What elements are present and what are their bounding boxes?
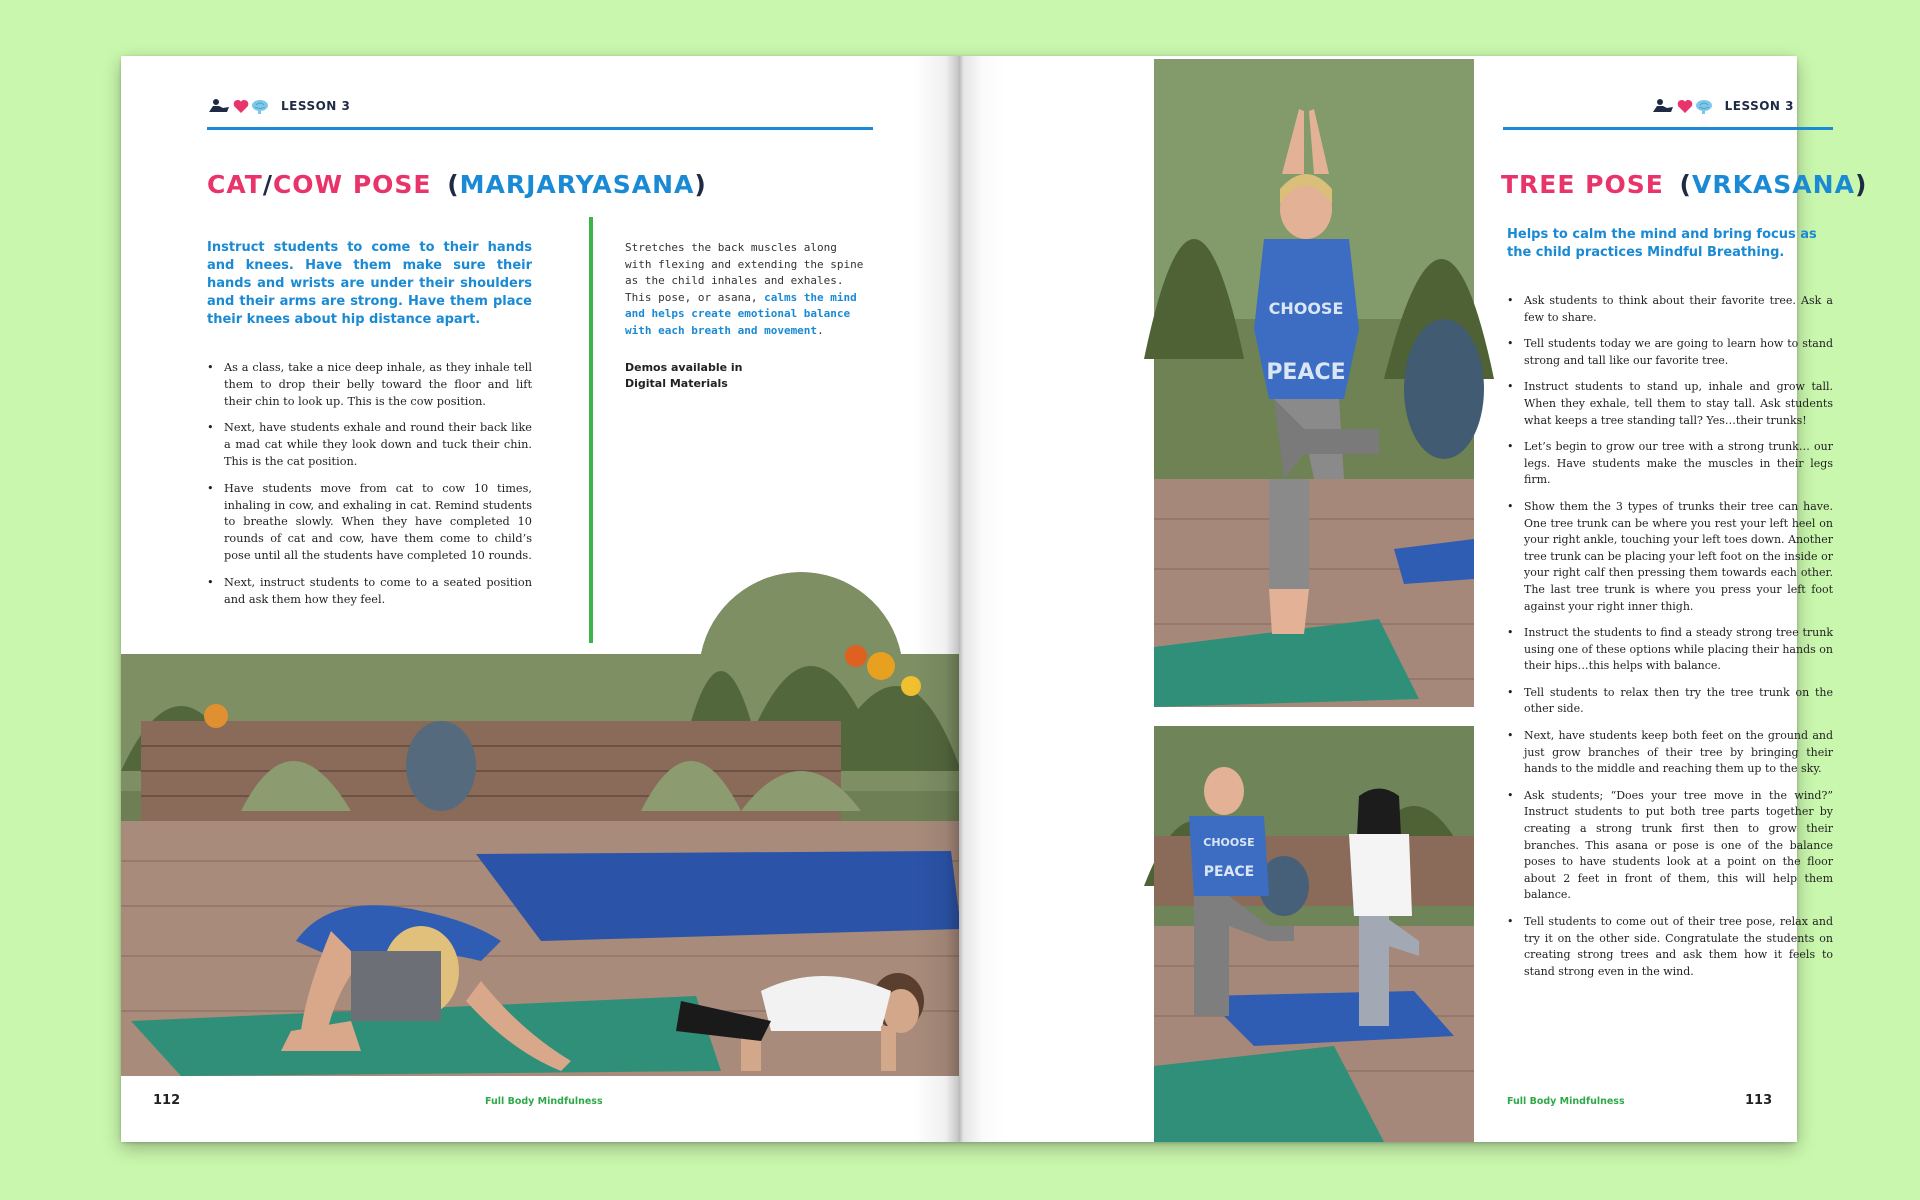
step-item: • Tell students to come out of their tree pose, relax and try it on the other side. Congratulate the students on creating strong trees and ask them how it feels to stand strong even in the wind. — [1507, 914, 1833, 980]
shirt-print: PEACE — [1203, 864, 1255, 880]
title-paren-open: ( — [447, 170, 460, 199]
book-title-right: Full Body Mindfulness — [1507, 1096, 1625, 1107]
right-page — [959, 56, 1868, 1142]
step-item: • As a class, take a nice deep inhale, as they inhale tell them to drop their belly toward the floor and lift their chin to look up. This is the cow position. — [207, 360, 532, 410]
benefit-text-plain: Stretches the back muscles along with flexing and extending the spine as the child inhales and exhales. This pose, or asana, — [625, 241, 864, 304]
page-title — [207, 170, 707, 199]
page-number-left: 112 — [153, 1093, 181, 1108]
title-slash: / — [262, 170, 273, 199]
heart-icon — [233, 99, 249, 114]
lesson-icons — [1651, 98, 1713, 114]
photo-tree-pose-pair — [1154, 726, 1474, 1142]
title-sanskrit: VRKASANA — [1691, 170, 1855, 199]
lesson-label: LESSON 3 — [1724, 99, 1794, 113]
intro-text: Instruct students to come to their hands and knees. Have them make sure their hands and wrists are under their shoulders and their arms are strong. Have them place their knees about hip distance apart. — [207, 240, 532, 327]
header-rule — [207, 127, 873, 130]
cat-cow-illustration — [121, 561, 961, 1076]
title-paren-close: ) — [694, 170, 707, 199]
heart-icon — [1677, 99, 1693, 114]
step-item: • Instruct students to stand up, inhale and grow tall. When they exhale, tell them to stay tall. Ask students what keeps a tree standing tall? Yes…their trunks! — [1507, 379, 1833, 429]
step-item: • Ask students; “Does your tree move in the wind?” Instruct students to put both tree parts together by creating a strong trunk first then to grow their branches. This asana or pose is one of the balance poses to have students look at a point on the floor about 2 feet in front of them, this will help them balance. — [1507, 788, 1833, 904]
intro-text: Helps to calm the mind and bring focus as the child practices Mindful Breathing. — [1507, 227, 1817, 260]
step-item: • Next, have students keep both feet on the ground and just grow branches of their tree by bringing their hands to the middle and reaching them up to the sky. — [1507, 728, 1833, 778]
step-item: • Tell students today we are going to learn how to stand strong and tall like our favorite tree. — [1507, 336, 1833, 369]
title-part-cat: CAT — [207, 170, 263, 199]
step-item: • Show them the 3 types of trunks their tree can have. One tree trunk can be where you rest your left heel on your right ankle, touching your left toes down. Another tree trunk can be placing your left foot on the inside or your right calf then pressing them towards each other. The last tree trunk is where you press your left foot against your right inner thigh. — [1507, 499, 1833, 615]
lesson-icons — [207, 98, 269, 114]
header-rule — [1503, 127, 1833, 130]
steps-list — [1507, 293, 1833, 990]
lesson-header — [207, 98, 350, 114]
book-title-left: Full Body Mindfulness — [485, 1096, 603, 1107]
step-item: • Have students move from cat to cow 10 times, inhaling in cow, and exhaling in cat. Remind students to breathe slowly. When they have completed 10 rounds of cat and cow, have them come to child’s pose until all the students have completed 10 rounds. — [207, 481, 532, 565]
tree-pose-pair-illustration — [1154, 726, 1474, 1142]
step-item: • Next, have students exhale and round their back like a mad cat while they look down and tuck their chin. This is the cat position. — [207, 420, 532, 470]
left-page — [121, 56, 959, 1142]
title-part-cow: COW POSE — [272, 170, 432, 199]
demos-note: Demos available in Digital Materials — [625, 361, 743, 390]
photo-tree-pose-single — [1154, 59, 1474, 707]
brain-icon — [251, 99, 269, 114]
shirt-print: CHOOSE — [1268, 299, 1344, 318]
benefit-text-end: . — [817, 323, 824, 337]
step-item: • Instruct the students to find a steady strong tree trunk using one of these options while placing their hands on their hips…this helps with balance. — [1507, 625, 1833, 675]
title-part-tree: TREE POSE — [1501, 170, 1664, 199]
tree-pose-single-illustration — [1154, 59, 1474, 707]
photo-cat-cow-pose — [121, 561, 961, 1076]
shirt-print: PEACE — [1266, 360, 1346, 385]
step-item: • Ask students to think about their favorite tree. Ask a few to share. — [1507, 293, 1833, 326]
brain-icon — [1695, 99, 1713, 114]
lesson-label: LESSON 3 — [281, 99, 351, 113]
page-number-right: 113 — [1745, 1093, 1773, 1108]
benefit-text — [625, 240, 865, 339]
benefit-text-highlight: calms the mind and helps create emotional balance with each breath and movement — [625, 290, 857, 337]
title-paren-close: ) — [1854, 170, 1868, 199]
body-figure-icon — [207, 98, 231, 114]
title-paren-open: ( — [1679, 170, 1692, 199]
step-item: • Let’s begin to grow our tree with a strong trunk… our legs. Have students make the muscles in their legs firm. — [1507, 439, 1833, 489]
shirt-print: CHOOSE — [1203, 836, 1255, 849]
step-item: • Next, instruct students to come to a seated position and ask them how they feel. — [207, 575, 532, 609]
title-sanskrit: MARJARYASANA — [459, 170, 695, 199]
step-item: • Tell students to relax then try the tree trunk on the other side. — [1507, 685, 1833, 718]
magazine-spread — [121, 56, 1868, 1142]
lesson-header — [1509, 98, 1794, 114]
body-figure-icon — [1651, 98, 1675, 114]
page-title — [1501, 170, 1867, 199]
